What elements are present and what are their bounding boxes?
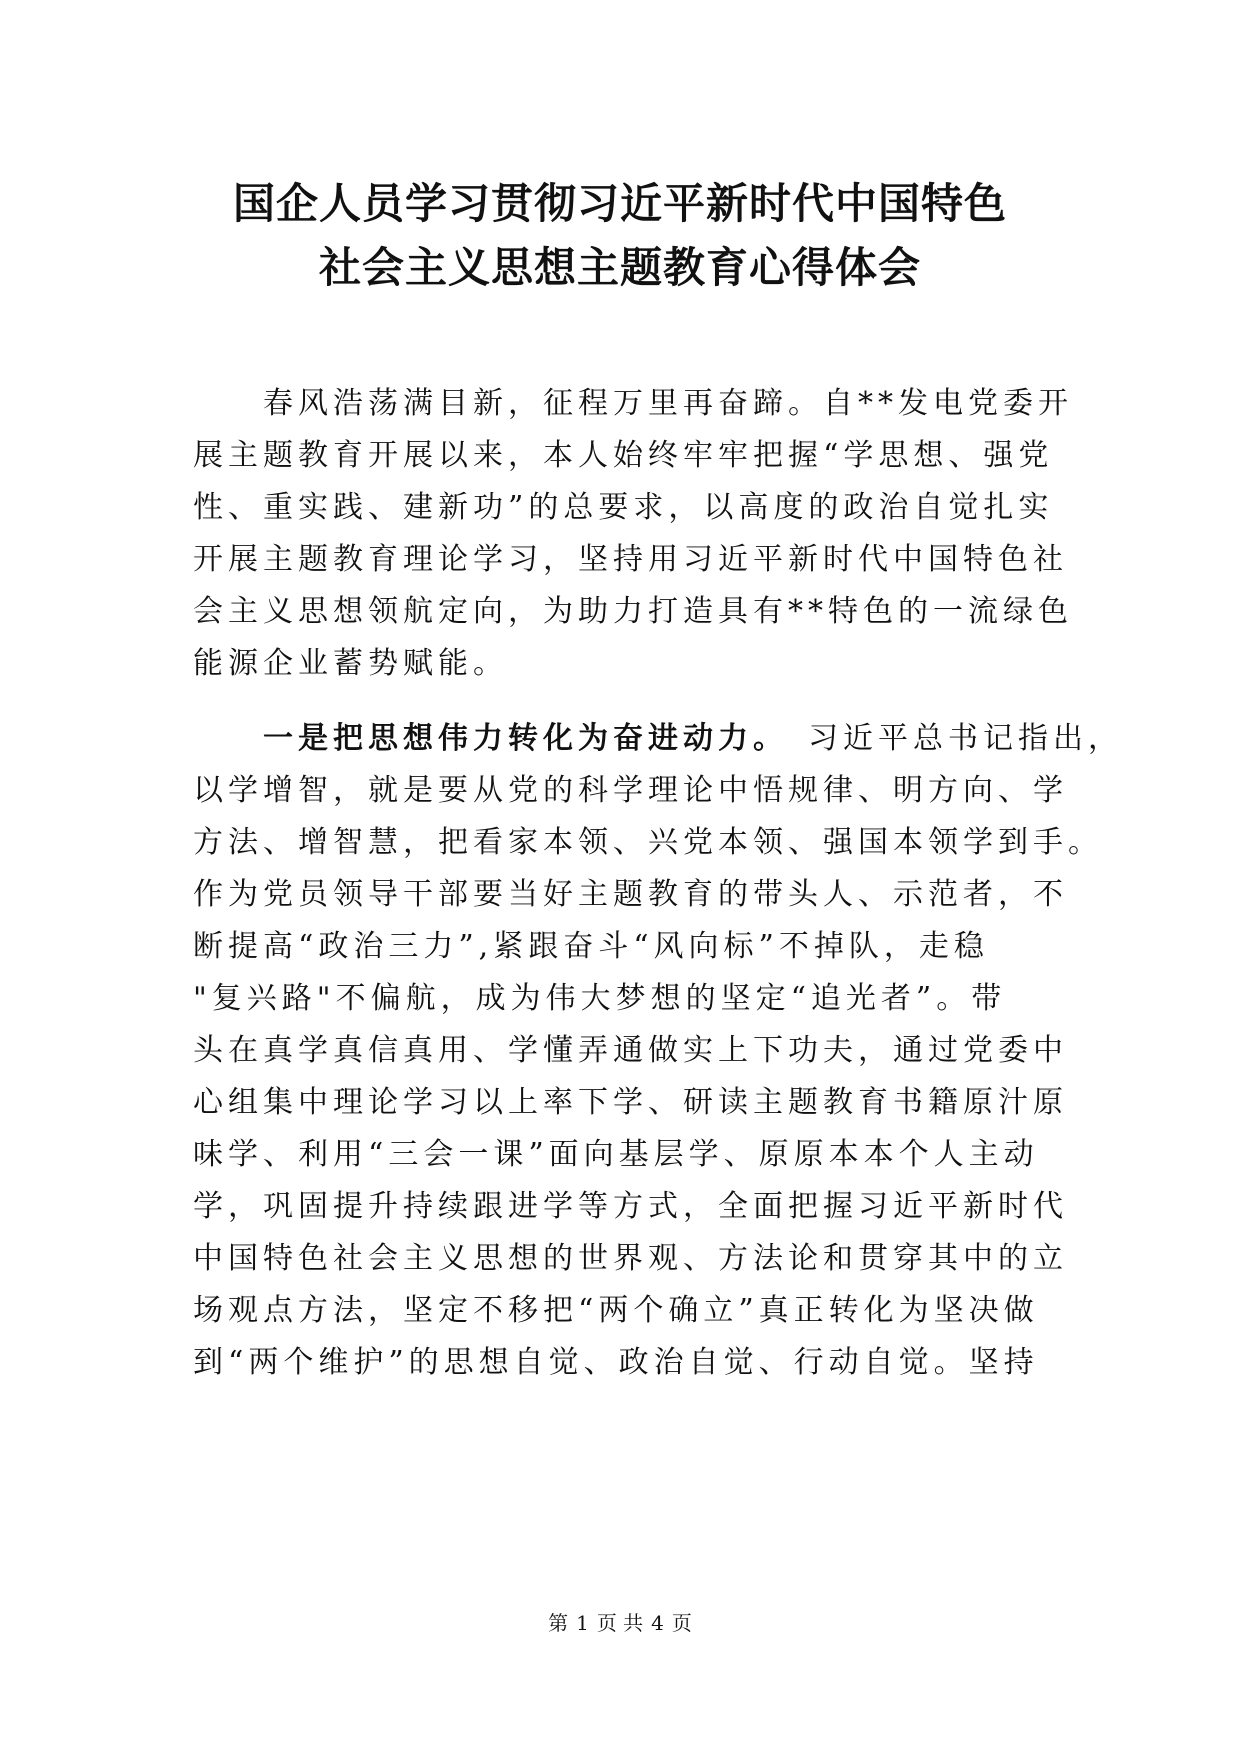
text-line: 开展主题教育理论学习，坚持用习近平新时代中国特色社 bbox=[193, 542, 1068, 577]
text-line: 断提高“政治三力”,紧跟奋斗“风向标”不掉队，走稳 bbox=[193, 929, 989, 964]
footer-prefix: 第 bbox=[548, 1611, 569, 1635]
text-line: 会主义思想领航定向，为助力打造具有**特色的一流绿色 bbox=[193, 594, 1073, 629]
paragraph-lead-rest: 习近平总书记指出， bbox=[773, 721, 1123, 756]
text-line: 能源企业蓄势赋能。 bbox=[193, 646, 508, 681]
text-line: 春风浩荡满目新，征程万里再奋蹄。自**发电党委开 bbox=[193, 386, 1073, 421]
page-total: 4 bbox=[651, 1611, 664, 1635]
paragraph-point-one bbox=[193, 713, 1123, 1389]
document-title bbox=[120, 172, 1120, 300]
text-line: 学，巩固提升持续跟进学等方式，全面把握习近平新时代 bbox=[193, 1189, 1068, 1224]
text-line: 方法、增智慧，把看家本领、兴党本领、强国本领学到手。 bbox=[193, 825, 1103, 860]
text-line: 中国特色社会主义思想的世界观、方法论和贯穿其中的立 bbox=[193, 1241, 1068, 1276]
text-line: 展主题教育开展以来，本人始终牢牢把握“学思想、强党 bbox=[193, 438, 1054, 473]
title-line: 国企人员学习贯彻习近平新时代中国特色 bbox=[232, 179, 1007, 228]
text-line: 心组集中理论学习以上率下学、研读主题教育书籍原汁原 bbox=[193, 1085, 1068, 1120]
text-line: 到“两个维护”的思想自觉、政治自觉、行动自觉。坚持 bbox=[193, 1345, 1039, 1380]
title-line: 社会主义思想主题教育心得体会 bbox=[318, 243, 921, 292]
text-line bbox=[193, 713, 1123, 765]
footer-suffix: 页 bbox=[671, 1611, 692, 1635]
page-footer bbox=[0, 1610, 1240, 1636]
text-line: 味学、利用“三会一课”面向基层学、原原本本个人主动 bbox=[193, 1137, 1039, 1172]
text-line: 场观点方法，坚定不移把“两个确立”真正转化为坚决做 bbox=[193, 1293, 1039, 1328]
page-number: 1 bbox=[576, 1611, 589, 1635]
text-line: 性、重实践、建新功”的总要求，以高度的政治自觉扎实 bbox=[193, 490, 1054, 525]
text-line: "复兴路"不偏航，成为伟大梦想的坚定“追光者”。带 bbox=[193, 981, 1007, 1016]
paragraph-intro bbox=[193, 378, 1073, 690]
paragraph-lead-heading: 一是把思想伟力转化为奋进动力。 bbox=[193, 721, 773, 756]
footer-middle: 页 共 bbox=[596, 1611, 644, 1635]
text-line: 头在真学真信真用、学懂弄通做实上下功夫，通过党委中 bbox=[193, 1033, 1068, 1068]
text-line: 作为党员领导干部要当好主题教育的带头人、示范者，不 bbox=[193, 877, 1068, 912]
text-line: 以学增智，就是要从党的科学理论中悟规律、明方向、学 bbox=[193, 773, 1068, 808]
